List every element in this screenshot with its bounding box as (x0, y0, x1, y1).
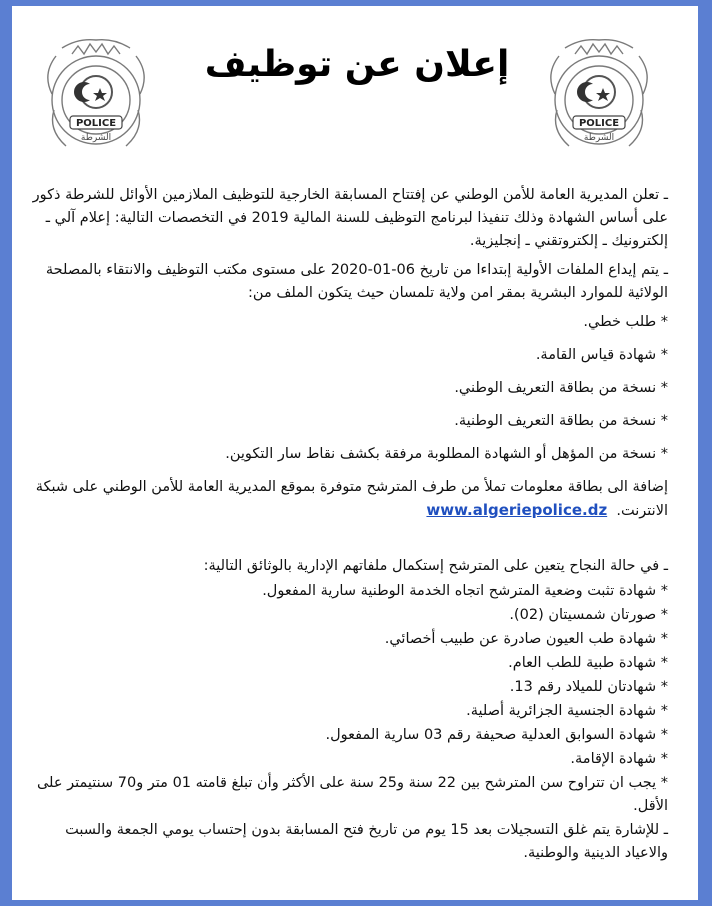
list-item: * نسخة من بطاقة التعريف الوطني. (454, 380, 668, 396)
website-link[interactable]: www.algeriepolice.dz (426, 501, 608, 519)
required-documents-list (28, 311, 668, 466)
list-item: * يجب ان تتراوح سن المترشح بين 22 سنة و25 سنة على الأكثر وأن تبلغ قامته 01 متر و70 سنتيمتر على الأقل. (36, 775, 668, 814)
announcement-title: إعلان عن توظيف (204, 44, 510, 85)
list-item: * نسخة من المؤهل أو الشهادة المطلوبة مرفقة بكشف نقاط سار التكوين. (225, 446, 668, 462)
list-item: * نسخة من بطاقة التعريف الوطنية. (454, 413, 668, 429)
success-documents-list (28, 580, 668, 818)
info-form-text: إضافة الى بطاقة معلومات تملأ من طرف المترشح متوفرة بموقع المديرية العامة للأمن الوطني على شبكة الانترنت. (35, 479, 668, 519)
badge-label-latin: POLICE (578, 118, 620, 129)
badge-label-latin: POLICE (75, 118, 117, 129)
announcement-body (28, 184, 668, 871)
deposit-paragraph: ـ يتم إيداع الملفات الأولية إبتداءا من تاريخ 06-01-2020 على مستوى مكتب التوظيف والانتقاء بالمصلحة الولائية للموارد البشرية بمقر امن ولاية تلمسان حيث يتكون الملف من: (45, 262, 668, 301)
list-item: * صورتان شمسيتان (02). (509, 607, 668, 623)
list-item: * شهادة السوابق العدلية صحيفة رقم 03 سارية المفعول. (325, 727, 668, 743)
list-item: * شهادتان للميلاد رقم 13. (509, 679, 668, 695)
badge-label-arabic: الشرطة (80, 133, 112, 143)
list-item: * شهادة قياس القامة. (535, 347, 668, 363)
list-item: * شهادة طب العيون صادرة عن طبيب أخصائي. (384, 631, 668, 647)
spacer (28, 529, 668, 555)
police-badge-right (535, 34, 663, 162)
intro-paragraph: ـ تعلن المديرية العامة للأمن الوطني عن إفتتاح المسابقة الخارجية للتوظيف الملازمين الأوائل للشرطة ذكور على أساس الشهادة وذلك تنفيذا لبرنامج التوظيف للسنة المالية 2019 في التخصصات التالية: إعلام آلي ـ إلكترونيك ـ إلكتروتقني ـ إنجليزية. (32, 187, 668, 249)
success-intro: ـ في حالة النجاح يتعين على المترشح إستكمال ملفاتهم الإدارية بالوثائق التالية: (203, 558, 668, 574)
police-badge-left (32, 34, 160, 162)
list-item: * شهادة الإقامة. (570, 751, 668, 767)
list-item: * شهادة تثبت وضعية المترشح اتجاه الخدمة الوطنية سارية المفعول. (262, 583, 668, 599)
list-item: * طلب خطي. (583, 314, 668, 330)
list-item: * شهادة الجنسية الجزائرية أصلية. (466, 703, 668, 719)
announcement-page (12, 6, 698, 900)
list-item: * شهادة طبية للطب العام. (508, 655, 668, 671)
info-form-paragraph (28, 476, 668, 523)
badge-label-arabic: الشرطة (583, 133, 615, 143)
closing-note: ـ للإشارة يتم غلق التسجيلات بعد 15 يوم من تاريخ فتح المسابقة بدون إحتساب يومي الجمعة والسبت والاعياد الدينية والوطنية. (65, 822, 668, 861)
